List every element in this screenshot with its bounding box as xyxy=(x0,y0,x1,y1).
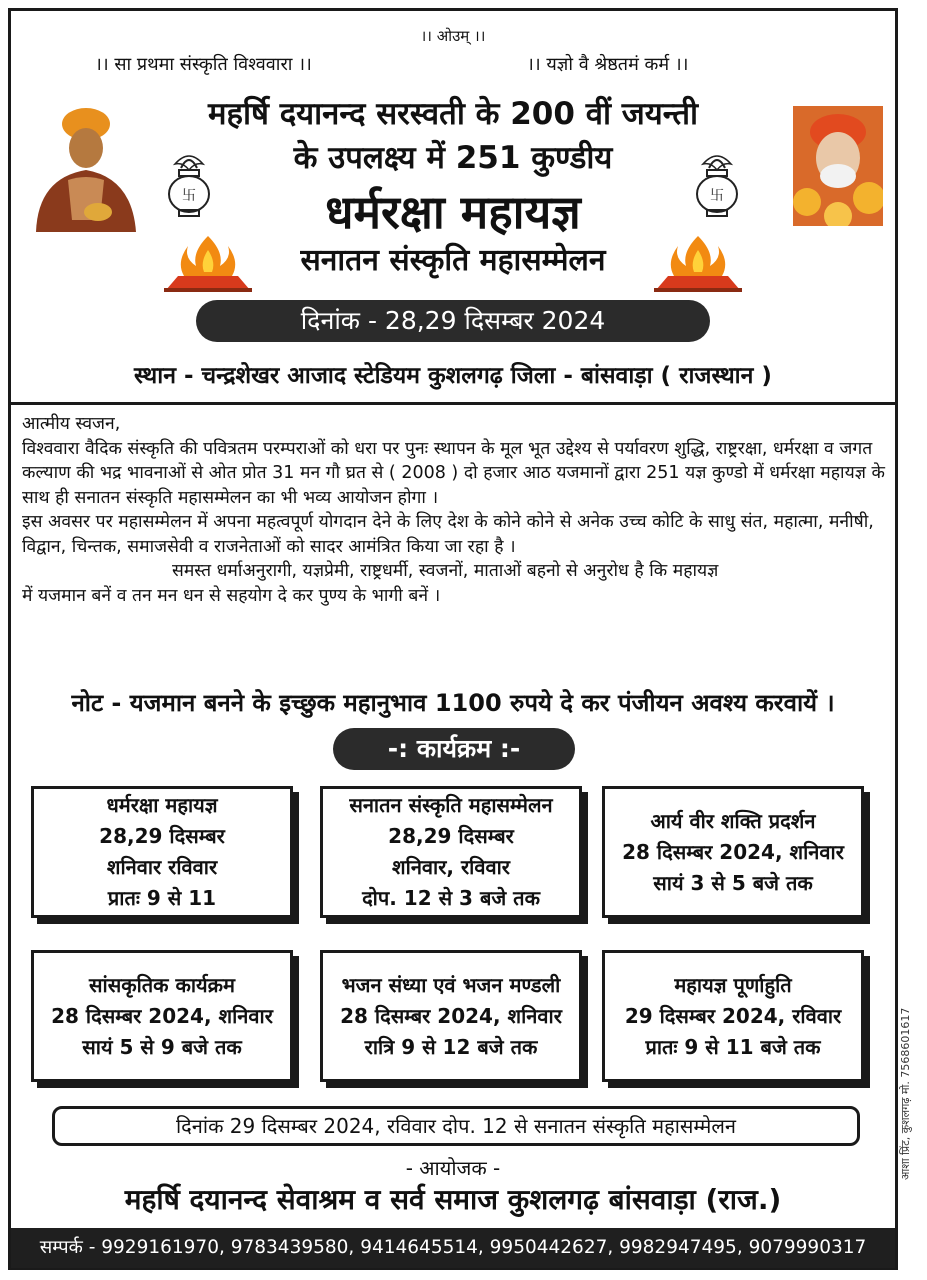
divider xyxy=(11,402,895,405)
program-box xyxy=(31,786,293,918)
box-time: दोप. 12 से 3 बजे तक xyxy=(362,886,540,910)
box-time: प्रातः 9 से 11 बजे तक xyxy=(645,1034,821,1059)
motto-right: ।। यज्ञो वै श्रेष्ठतमं कर्म ।। xyxy=(527,54,689,75)
box-date: 28,29 दिसम्बर xyxy=(388,824,514,848)
box-time: सायं 5 से 9 बजे तक xyxy=(82,1034,242,1059)
box-day: शनिवार, रविवार xyxy=(392,855,510,879)
contact-bar: सम्पर्क - 9929161970, 9783439580, 9414645514, 9950442627, 9982947495, 9079990317 xyxy=(11,1228,895,1268)
title-line-2: के उपलक्ष्य में 251 कुण्डीय xyxy=(293,140,613,176)
organizer-name: महर्षि दयानन्द सेवाश्रम व सर्व समाज कुशलगढ़ बांसवाड़ा (राज.) xyxy=(124,1183,782,1216)
motto-left: ।। सा प्रथमा संस्कृति विश्ववारा ।। xyxy=(95,54,312,75)
box-time: रात्रि 9 से 12 बजे तक xyxy=(364,1034,538,1059)
box-title: धर्मरक्षा महायज्ञ xyxy=(106,793,218,817)
event-date-bar: दिनांक - 28,29 दिसम्बर 2024 xyxy=(196,300,710,342)
paragraph-3: समस्त धर्माअनुरागी, यज्ञप्रेमी, राष्ट्रधर्मी, स्वजनों, माताओं बहनो से अनुरोध है कि महायज्ञ xyxy=(172,561,719,581)
box-time: प्रातः 9 से 11 xyxy=(107,886,217,910)
program-box xyxy=(320,950,582,1082)
box-day: शनिवार रविवार xyxy=(106,855,218,879)
subtitle: सनातन संस्कृति महासम्मेलन xyxy=(300,243,606,278)
paragraph-2: इस अवसर पर महासम्मेलन में अपना महत्वपूर्ण योगदान देने के लिए देश के कोने कोने से अनेक उच्च कोटि के साधु संत, महात्मा, मनीषी, विद्वान, चिन्तक, समाजसेवी व राजनेताओं को सादर आमंत्रित किया जा रहा है । xyxy=(22,512,874,557)
box-title: सांसकृतिक कार्यक्रम xyxy=(89,972,235,997)
main-title: धर्मरक्षा महायज्ञ xyxy=(325,185,581,239)
box-date: 28,29 दिसम्बर xyxy=(99,824,225,848)
box-date: 29 दिसम्बर 2024, रविवार xyxy=(624,1003,842,1028)
program-heading: -: कार्यक्रम :- xyxy=(333,728,575,770)
greeting: आत्मीय स्वजन, xyxy=(22,414,121,434)
venue-line: स्थान - चन्द्रशेखर आजाद स्टेडियम कुशलगढ़ जिला - बांसवाड़ा ( राजस्थान ) xyxy=(134,363,772,389)
program-box xyxy=(602,950,864,1082)
box-title: भजन संध्या एवं भजन मण्डली xyxy=(341,972,561,997)
box-title: सनातन संस्कृति महासम्मेलन xyxy=(349,793,553,817)
box-date: 28 दिसम्बर 2024, शनिवार xyxy=(622,839,844,864)
title-line-1: महर्षि दयानन्द सरस्वती के 200 वीं जयन्ती xyxy=(207,96,699,132)
program-box xyxy=(31,950,293,1082)
om-line: ।। ओउम् ।। xyxy=(420,27,486,45)
box-title: आर्य वीर शक्ति प्रदर्शन xyxy=(650,808,816,833)
invitation-body xyxy=(22,412,892,608)
paragraph-3b: में यजमान बनें व तन मन धन से सहयोग दे कर पुण्य के भागी बनें । xyxy=(22,585,441,606)
svg-text:卐: 卐 xyxy=(710,188,724,204)
printer-credit-text: आशा प्रिंट, कुशलगढ़ मो. 7568601617 xyxy=(899,1007,912,1180)
box-time: सायं 3 से 5 बजे तक xyxy=(653,870,813,895)
program-box xyxy=(602,786,864,918)
program-box xyxy=(320,786,582,918)
registration-note: नोट - यजमान बनने के इच्छुक महानुभाव 1100 रुपये दे कर पंजीयन अवश्य करवायें । xyxy=(71,689,835,717)
conference-note-bar: दिनांक 29 दिसम्बर 2024, रविवार दोप. 12 से सनातन संस्कृति महासम्मेलन xyxy=(52,1106,860,1146)
paragraph-1: विश्ववारा वैदिक संस्कृति की पवित्रतम परम्पराओं को धरा पर पुनः स्थापन के मूल भूत उद्देश्य से पर्यावरण शुद्धि, राष्ट्ररक्षा, धर्मरक्षा व जगत कल्याण की भद्र भावनाओं से ओत प्रोत 31 मन गौ घ्रत से ( 2008 ) दो हजार आठ यजमानों द्वारा 251 यज्ञ कुण्डो में धर्मरक्षा महायज्ञ के साथ ही सनातन संस्कृति महासम्मेलन का भी भव्य आयोजन होगा । xyxy=(22,438,885,508)
svg-text:卐: 卐 xyxy=(182,188,196,204)
organizer-label: - आयोजक - xyxy=(405,1156,501,1180)
box-date: 28 दिसम्बर 2024, शनिवार xyxy=(51,1003,273,1028)
box-date: 28 दिसम्बर 2024, शनिवार xyxy=(340,1003,562,1028)
box-title: महायज्ञ पूर्णाहुति xyxy=(674,972,792,997)
